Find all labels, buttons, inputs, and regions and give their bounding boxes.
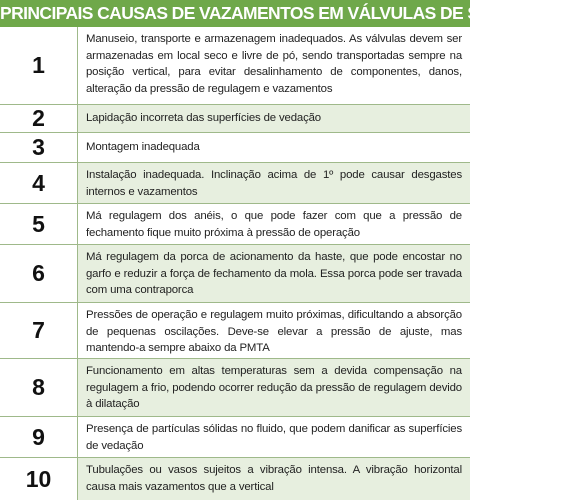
- row-text: Lapidação incorreta das superfícies de vedação: [78, 105, 470, 132]
- row-text: Pressões de operação e regulagem muito próximas, dificultando a absorção de pequenas oscilações. Deve-se elevar a pressão de ajuste, mas mantendo-a sempre abaixo da PMTA: [86, 309, 462, 355]
- row-text: Funcionamento em altas temperaturas sem a devida compensação na regulagem a frio, podendo ocorrer redução da pressão de regulagem devido à dilatação: [78, 359, 470, 416]
- row-number: 4: [0, 163, 78, 203]
- row-text: Montagem inadequada: [86, 141, 200, 154]
- table-row: [0, 417, 470, 458]
- table-row: [0, 105, 470, 133]
- table-row: [0, 27, 470, 105]
- row-number: 10: [0, 458, 78, 500]
- row-number: 3: [0, 133, 78, 162]
- row-text: Má regulagem dos anéis, o que pode fazer com que a pressão de fechamento fique muito próxima à pressão de operação: [86, 210, 462, 239]
- row-number: 5: [0, 204, 78, 244]
- table-row: [0, 133, 470, 163]
- table-title: PRINCIPAIS CAUSAS DE VAZAMENTOS EM VÁLVULAS DE SEGURANÇA: [0, 0, 470, 27]
- table-row: [0, 303, 470, 359]
- row-text: Tubulações ou vasos sujeitos a vibração intensa. A vibração horizontal causa mais vazamentos que a vertical: [78, 458, 470, 500]
- row-text: Presença de partículas sólidas no fluido, que podem danificar as superfícies de vedação: [86, 423, 462, 452]
- table-row: [0, 458, 470, 500]
- row-number: 1: [0, 27, 78, 104]
- table-row: [0, 359, 470, 417]
- row-text: Má regulagem da porca de acionamento da haste, que pode encostar no garfo e reduzir a força de fechamento da mola. Essa porca pode ser travada com uma contraporca: [78, 245, 470, 302]
- table-row: [0, 204, 470, 245]
- table-row: [0, 245, 470, 303]
- row-text: Manuseio, transporte e armazenagem inadequados. As válvulas devem ser armazenadas em local seco e livre de pó, sendo transportadas sempre na posição vertical, para evitar desalinhamento de componentes, danos, alteração da pressão de regulagem e vazamentos: [86, 33, 462, 95]
- table-row: [0, 163, 470, 204]
- row-number: 2: [0, 105, 78, 132]
- row-number: 9: [0, 417, 78, 457]
- row-number: 8: [0, 359, 78, 416]
- row-number: 7: [0, 303, 78, 358]
- row-text: Instalação inadequada. Inclinação acima de 1º pode causar desgastes internos e vazamentos: [78, 163, 470, 203]
- row-number: 6: [0, 245, 78, 302]
